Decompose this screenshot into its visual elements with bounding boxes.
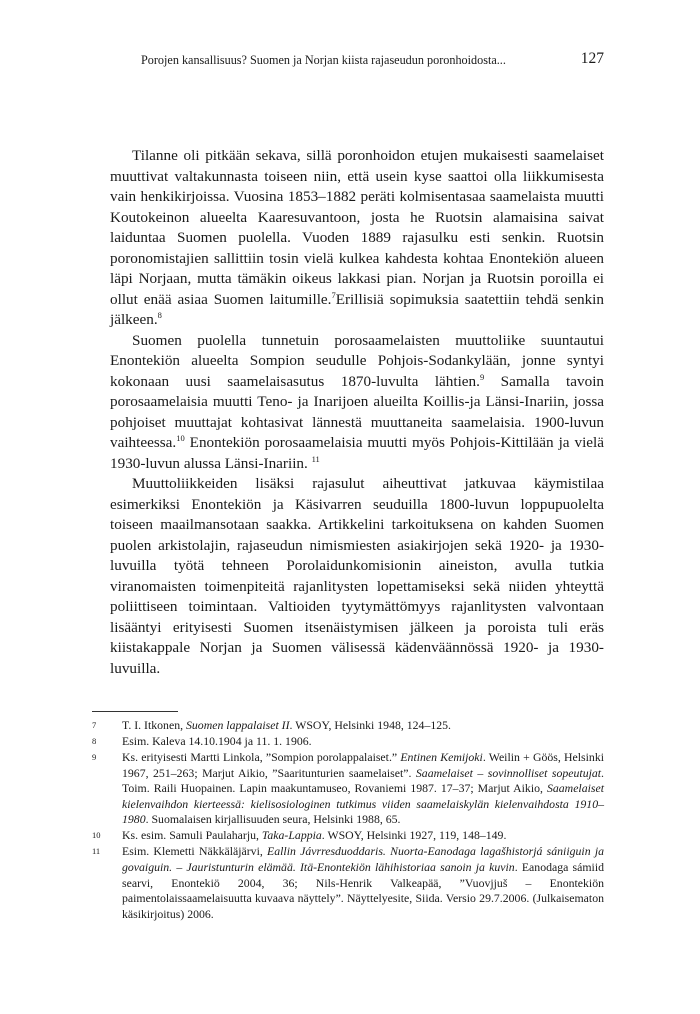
footnote [92,718,604,734]
text-run: . Suomalaisen kirjallisuuden seura, Helsinki 1988, 65. [145,812,401,827]
text-run: Samalla tavoin porosaamelaisia muutti Teno- ja Inarijoen alueilta Koillis-ja Länsi-Inariin, jossa pohjoiset muuttajat kohtasivat lännestä muuttaneita saamelaisia. 1900-luvun vaihteessa. [110,372,605,451]
text-run: . WSOY, Helsinki 1948, 124–125. [289,718,451,732]
italic-text: Saamelaiset – sovinnolliset sopeutujat [415,765,602,780]
footnotes [92,718,604,923]
page-number: 127 [580,50,604,67]
text-run: T. I. Itkonen, [122,718,186,732]
text-run: Muuttoliikkeiden lisäksi rajasulut aiheuttivat jatkuvaa käymistilaa esimerkiksi Enontekiön ja Käsivarren seuduilla 1800-luvun loppupuolelta toiseen maailmansotaan saakka. Artikkelini tarkoituksena on kahden Suomen puolen arkistolajin, rajaseudun nimismiesten asiakirjojen sekä 1920- ja 1930-luvuilla työtä tehneen Porolaidunkomisionin aineiston, avulla tutkia viranomaisten toimenpiteitä rajanlitysten lopettamiseksi sekä niiden yhteyttä poliittiseen toimintaan. Valtioiden tyytymättömyys rajanlitysten valvontaan lisääntyi erityisesti Suomen itsenäistymisen jälkeen ja poroista tuli eräs kiistakappale Norjan ja Suomen välisessä kädenväännössä 1920- ja 1930-luvuilla. [110,475,604,677]
footnote-ref: 8 [157,309,162,320]
body-text [110,146,604,679]
footnote [92,734,604,750]
text-run: Esim. Klemetti Näkkäläjärvi, [122,844,268,859]
text-run: Enontekiön porosaamelaisia muutti myös Pohjois-Kittilään ja vielä 1930-luvun alussa Länsi-Inariin. [110,434,604,472]
footnote-divider [92,711,178,712]
text-run: Ks. esim. Samuli Paulaharju, [122,828,262,843]
text-run: Esim. Kaleva 14.10.1904 ja 11. 1. 1906. [122,733,312,748]
footnote-ref: 11 [311,453,320,464]
paragraph [110,146,604,331]
text-run: . Weilin + Göös, Helsinki 1967, 251–263; Marjut Aikio, ”Saaritunturien saamelaiset”. [122,749,604,780]
text-run: Ks. erityisesti Martti Linkola, ”Sompion porolappalaiset.” [122,749,401,764]
italic-text: Saamelaiset kielenvaihdon kierteessä: kielisosiologinen tutkimus viiden saamelaiskylän kielenvaihdosta 1910–1980 [122,781,604,827]
footnote-number: 8 [92,735,97,746]
running-header [110,50,604,70]
italic-text: Taka-Lappia [261,828,322,843]
footnote-number: 10 [92,830,101,841]
italic-text: Eallin Jávrresduoddaris. Nuorta-Eanodaga lagašhistorjá sániiguin ja govaiguin. – Jauristunturin elämää. Itä-Enontekiön lähihistoriaa sanoin ja kuvin [122,844,604,874]
footnote-number: 11 [92,846,101,857]
paragraph [110,474,604,679]
paragraph [110,331,604,475]
footnote-number: 7 [92,720,97,730]
footnote [92,750,604,828]
text-run: Erillisiä sopimuksia saatettiin tehdä senkin jälkeen. [110,290,604,328]
footnote [92,828,604,844]
footnote-ref: 7 [331,289,336,300]
text-run: . WSOY, Helsinki 1927, 119, 148–149. [321,828,507,843]
italic-text: Suomen lappalaiset II [186,718,290,732]
running-title: Porojen kansallisuus? Suomen ja Norjan kiista rajaseudun poronhoidosta... [141,53,506,67]
italic-text: Entinen Kemijoki [400,749,483,764]
text-run: . Eanodaga sámiid searvi, Enontekiö 2004, 36; Nils-Henrik Valkeapää, ”Vuovjjuš – Enontekiön paimentolaissaamelaisuutta kuvaava näyttely”. Näyttelyesite, Siida. Versio 29.7.2006. (Julkaisematon käsikirjoitus) 2006. [122,859,605,921]
footnote-ref: 10 [176,432,185,443]
footnote-ref: 9 [479,371,485,382]
footnote-number: 9 [92,751,97,762]
text-run: Tilanne oli pitkään sekava, sillä poronhoidon etujen mukaisesti saamelaiset muuttivat valtakunnasta toiseen niin, että usein kyse saattoi olla liikkumisesta vain henkikirjoissa. Vuosina 1853–1882 peräti kolmisentasaa saamelaista muutti Koutokeinon alueelta Kaaresuvantoon, josta he Ruotsin alamaisina saivat laiduntaa Suomen puolella. Vuoden 1889 rajasulku esti senkin. Ruotsin poronomistajien sallittiin tosin vielä kulkea kahdesta kohtaa Enontekiön alueen läpi Norjaan, mutta tämäkin oikeus lakkasi pian. Norjan ja Ruotsin poroilla ei ollut enää asiaa Suomen laitumille. [110,147,604,308]
text-run: . Toim. Raili Huopainen. Lapin maakuntamuseo, Rovaniemi 1987. 17–37; Marjut Aikio, [122,765,604,796]
footnote [92,844,604,922]
text-run: Suomen puolella tunnetuin porosaamelaisten muuttoliike suuntautui Enontekiön alueelta Sompion seudulle Pohjois-Sodankylään, jonne syntyi kokonaan uusi saamelaisasutus 1870-luvulta lähtien. [110,331,604,390]
